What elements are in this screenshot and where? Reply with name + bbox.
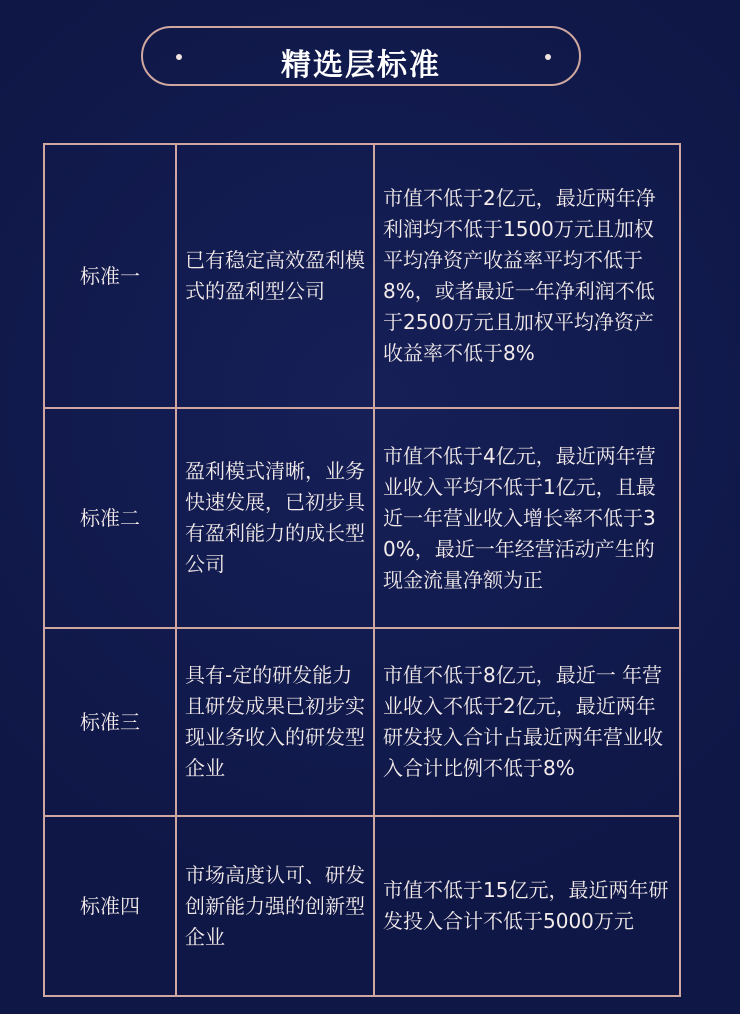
company-type: 具有-定的研发能力且研发成果已初步实现业务收入的研发型企业 xyxy=(176,628,374,816)
dot-right-icon xyxy=(545,54,551,60)
standard-name: 标准二 xyxy=(44,408,176,628)
page-title: 精选层标准 xyxy=(281,48,441,83)
requirement-text: 市值不低于4亿元，最近两年营业收入平均不低于1亿元，且最近一年营业收入增长率不低于30%，最近一年经营活动产生的现金流量净额为正 xyxy=(374,408,680,628)
table-row xyxy=(44,628,680,816)
standard-name: 标准一 xyxy=(44,144,176,408)
table-row xyxy=(44,816,680,996)
requirement-text: 市值不低于15亿元，最近两年研发投入合计不低于5000万元 xyxy=(374,816,680,996)
requirement-text: 市值不低于2亿元，最近两年净利润均不低于1500万元且加权平均净资产收益率平均不低于8%，或者最近一年净利润不低于2500万元且加权平均净资产收益率不低于8% xyxy=(374,144,680,408)
title-banner xyxy=(141,26,581,86)
table-row xyxy=(44,144,680,408)
company-type: 已有稳定高效盈利模式的盈利型公司 xyxy=(176,144,374,408)
company-type: 盈利模式清晰，业务快速发展，已初步具有盈利能力的成长型公司 xyxy=(176,408,374,628)
standards-table xyxy=(43,143,681,997)
company-type: 市场高度认可、研发创新能力强的创新型企业 xyxy=(176,816,374,996)
standard-name: 标准四 xyxy=(44,816,176,996)
table-row xyxy=(44,408,680,628)
requirement-text: 市值不低于8亿元，最近一 年营业收入不低于2亿元，最近两年研发投入合计占最近两年营业收入合计比例不低于8% xyxy=(374,628,680,816)
standard-name: 标准三 xyxy=(44,628,176,816)
